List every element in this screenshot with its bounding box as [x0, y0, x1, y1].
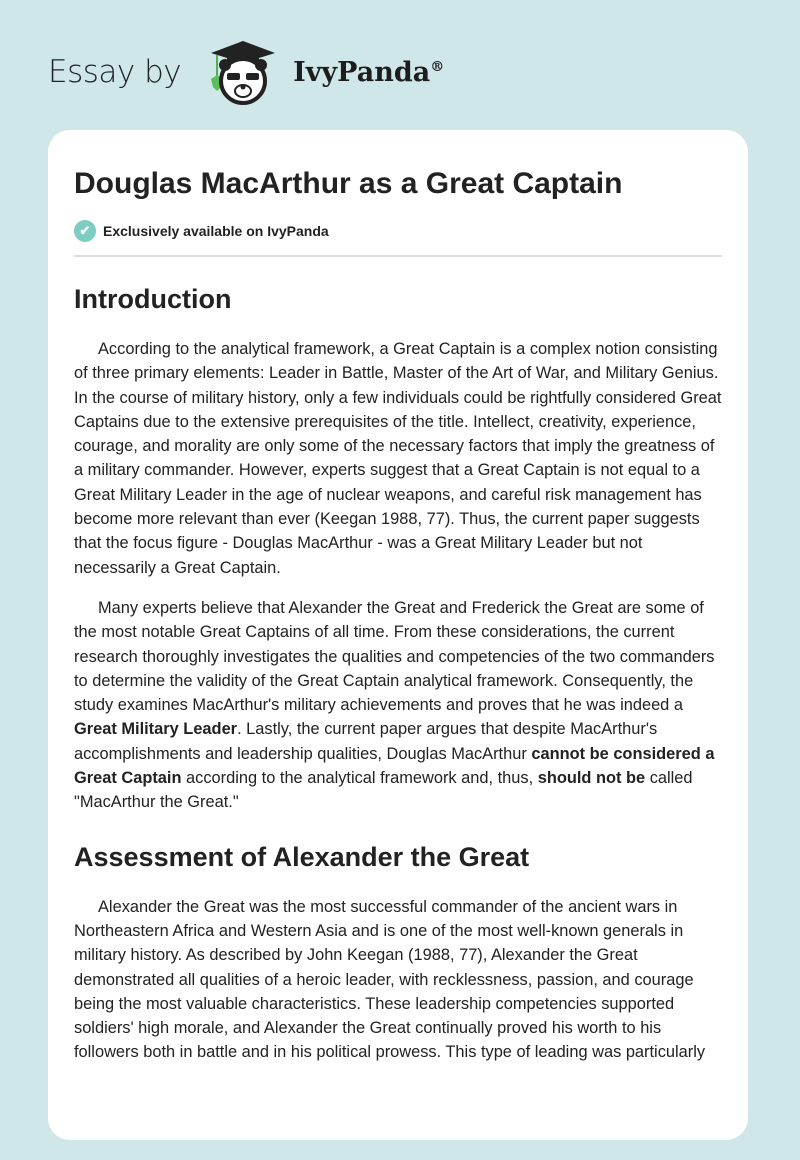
- registered-mark: ®: [430, 58, 445, 75]
- bold-text: should not be: [537, 769, 646, 788]
- paragraph: [74, 596, 722, 815]
- paragraph: According to the analytical framework, a Great Captain is a complex notion consisting of three primary elements: Leader in Battle, Master of the Art of War, and Military Genius. In the course of military history, only a few individuals could be rightfully considered Great Captains due to the extensive prerequisites of the title. Intellect, creativity, experience, courage, and morality are only some of the necessary factors that imply the greatness of a military commander. However, experts suggest that a Great Captain is not equal to a Great Military Leader in the age of nuclear weapons, and careful risk management has become more relevant than ever (Keegan 1988, 77). Thus, the current paper suggests that the focus figure - Douglas MacArthur - was a Great Military Leader but not necessarily a Great Captain.: [74, 340, 722, 577]
- section-heading: Assessment of Alexander the Great: [74, 841, 530, 872]
- text: according to the analytical framework and, thus,: [181, 769, 538, 788]
- site-header: [48, 36, 444, 108]
- divider: [74, 255, 722, 257]
- bold-text: Great Military Leader: [74, 720, 238, 739]
- brand-name[interactable]: [293, 57, 444, 88]
- text: . Lastly, the current paper argues that despite MacArthur's accomplishments and leadership qualities, Douglas MacArthur: [74, 720, 658, 763]
- bold-text: cannot be considered a Great Captain: [74, 744, 715, 788]
- essay-card: [48, 130, 748, 1140]
- panda-logo-icon[interactable]: [199, 37, 287, 107]
- check-icon: ✔: [74, 220, 96, 242]
- badge-text: Exclusively available on IvyPanda: [103, 223, 329, 239]
- exclusive-badge: [74, 220, 722, 242]
- brand-text: IvyPanda: [293, 56, 431, 88]
- page-title: Douglas MacArthur as a Great Captain: [74, 167, 623, 200]
- paragraph: Alexander the Great was the most successful commander of the ancient wars in Northeastern Africa and Western Asia and is one of the most well-known generals in military history. As described by John Keegan (1988, 77), Alexander the Great demonstrated all qualities of a heroic leader, with recklessness, passion, and courage being the most valuable characteristics. These leadership competencies supported soldiers' high morale, and Alexander the Great continually proved his worth to his followers both in battle and in his political prowess. This type of leading was particularly: [74, 897, 706, 1062]
- section-heading: Introduction: [74, 284, 232, 314]
- text: Many experts believe that Alexander the Great and Frederick the Great are some of the most notable Great Captains of all time. From these considerations, the current research thoroughly investigates the qualities and competencies of the two commanders to determine the validity of the Great Captain analytical framework. Consequently, the study examines MacArthur's military achievements and proves that he was indeed a: [74, 598, 715, 715]
- essay-by-label: Essay by: [48, 54, 182, 90]
- text: called "MacArthur the Great.": [74, 769, 693, 812]
